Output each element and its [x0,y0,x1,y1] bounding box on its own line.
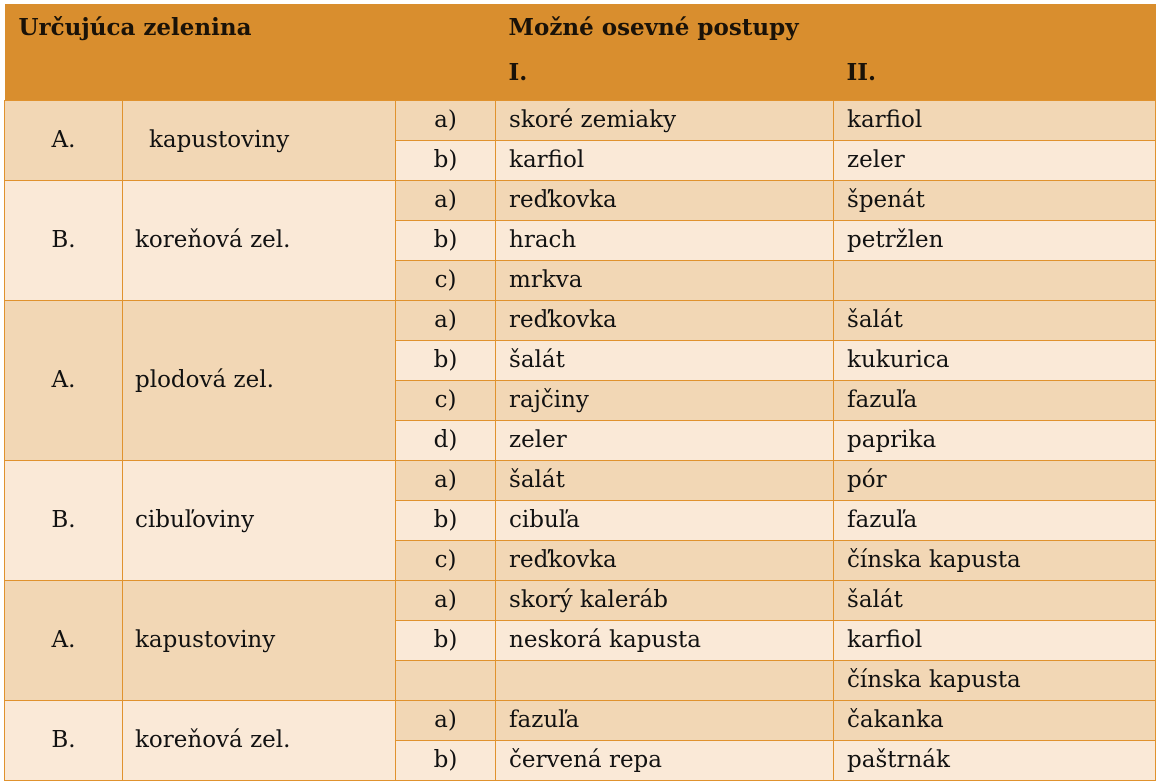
group-letter: B. [5,461,123,581]
row-second-crop: zeler [834,141,1156,181]
row-first-crop [496,661,834,701]
row-sub-label: c) [396,381,496,421]
header-vegetable: Určujúca zelenina [5,4,396,57]
row-first-crop: skorý kaleráb [496,581,834,621]
row-second-crop: karfiol [834,621,1156,661]
row-sub-label: a) [396,301,496,341]
row-first-crop: reďkovka [496,181,834,221]
row-first-crop: šalát [496,341,834,381]
row-first-crop: reďkovka [496,541,834,581]
header-sub-spacer [5,57,496,101]
row-sub-label: b) [396,741,496,781]
table-row [5,181,1156,221]
crop-rotation-table [4,4,1156,781]
row-second-crop: fazuľa [834,381,1156,421]
table-row [5,301,1156,341]
row-first-crop: neskorá kapusta [496,621,834,661]
group-letter: A. [5,101,123,181]
row-first-crop: reďkovka [496,301,834,341]
row-sub-label: c) [396,261,496,301]
row-sub-label: a) [396,581,496,621]
group-name: kapustoviny [123,581,396,701]
row-sub-label: b) [396,341,496,381]
row-first-crop: skoré zemiaky [496,101,834,141]
row-second-crop: čínska kapusta [834,541,1156,581]
table-row [5,101,1156,141]
row-sub-label: a) [396,461,496,501]
row-first-crop: šalát [496,461,834,501]
row-first-crop: karfiol [496,141,834,181]
row-sub-label: c) [396,541,496,581]
row-first-crop: zeler [496,421,834,461]
row-first-crop: fazuľa [496,701,834,741]
row-second-crop: kukurica [834,341,1156,381]
group-name: cibuľoviny [123,461,396,581]
table-row [5,701,1156,741]
group-name: koreňová zel. [123,181,396,301]
header-second: II. [834,57,1156,101]
row-second-crop: karfiol [834,101,1156,141]
row-second-crop: paštrnák [834,741,1156,781]
row-sub-label: b) [396,621,496,661]
crop-rotation-table-wrapper [4,4,1156,781]
row-sub-label: b) [396,141,496,181]
row-second-crop: čakanka [834,701,1156,741]
header-procedures: Možné osevné postupy [496,4,1156,57]
row-sub-label: a) [396,181,496,221]
row-first-crop: cibuľa [496,501,834,541]
row-first-crop: rajčiny [496,381,834,421]
row-second-crop: čínska kapusta [834,661,1156,701]
header-row-sub [5,57,1156,101]
row-sub-label: b) [396,221,496,261]
row-second-crop: špenát [834,181,1156,221]
row-second-crop [834,261,1156,301]
row-first-crop: hrach [496,221,834,261]
table-body [5,101,1156,781]
row-sub-label: b) [396,501,496,541]
row-second-crop: pór [834,461,1156,501]
group-name: plodová zel. [123,301,396,461]
header-spacer [396,4,496,57]
row-sub-label [396,661,496,701]
group-letter: A. [5,581,123,701]
header-first: I. [496,57,834,101]
row-sub-label: d) [396,421,496,461]
group-name: kapustoviny [123,101,396,181]
header-row-main [5,4,1156,57]
row-second-crop: šalát [834,301,1156,341]
group-letter: A. [5,301,123,461]
row-second-crop: fazuľa [834,501,1156,541]
row-sub-label: a) [396,101,496,141]
group-letter: B. [5,701,123,781]
row-first-crop: červená repa [496,741,834,781]
group-name: koreňová zel. [123,701,396,781]
group-letter: B. [5,181,123,301]
row-second-crop: petržlen [834,221,1156,261]
table-row [5,581,1156,621]
row-sub-label: a) [396,701,496,741]
row-first-crop: mrkva [496,261,834,301]
row-second-crop: paprika [834,421,1156,461]
row-second-crop: šalát [834,581,1156,621]
table-row [5,461,1156,501]
